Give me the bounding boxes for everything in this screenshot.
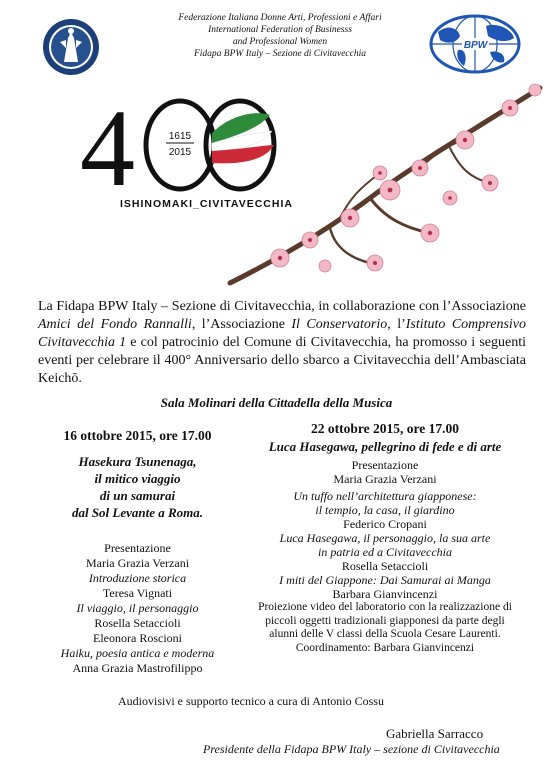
right-pres-label: Presentazione	[351, 458, 419, 472]
header-line-2: International Federation of Businesss	[208, 25, 352, 35]
right-proj-line-1: Proiezione video del laboratorio con la realizzazione di	[258, 601, 512, 613]
right-miti-name: Barbara Gianvincenzi	[332, 587, 438, 601]
left-haiku-name: Anna Grazia Mastrofilippo	[72, 661, 203, 675]
banner-year-bottom: 2015	[168, 147, 192, 158]
left-intro-name: Teresa Vignati	[102, 586, 173, 600]
right-luca-label-1: Luca Hasegawa, il personaggio, la sua arte	[279, 531, 491, 545]
right-pres-name: Maria Grazia Verzani	[333, 472, 437, 486]
right-proj-line-2: piccoli oggetti tradizionali giapponesi da parte degli	[265, 614, 505, 627]
left-event-title-1: Hasekura Tsunenaga,	[78, 454, 197, 469]
right-luca-name: Rosella Setaccioli	[341, 559, 429, 573]
intro-text-1: La Fidapa BPW Italy – Sezione di Civitavecchia, in collaborazione con l’Associazione	[38, 299, 526, 314]
intro-text-4: e col patrocinio del Comune di Civitavecchia, ha promosso i seguenti eventi per celebrare il 400° Anniversario dello sbarco a Civitavecchia dell’Ambasciata Keichō.	[38, 335, 526, 386]
intro-text-3: , l’	[387, 317, 406, 332]
left-event-date: 16 ottobre 2015, ore 17.00	[63, 428, 212, 443]
signature-name: Gabriella Sarracco	[386, 726, 484, 741]
intro-amici: Amici del Fondo Rannalli	[38, 317, 192, 332]
header-line-1: Federazione Italiana Donne Arti, Professioni e Affari	[178, 13, 382, 23]
bpw-globe-logo	[428, 14, 523, 74]
banner-number: 4	[80, 87, 135, 209]
right-event-date: 22 ottobre 2015, ore 17.00	[311, 421, 459, 436]
right-event	[240, 420, 530, 655]
fidapa-seal-logo	[42, 18, 100, 76]
right-proj-line-4: Coordinamento: Barbara Gianvincenzi	[295, 641, 475, 654]
left-event-title-3: di un samurai	[99, 488, 176, 503]
intro-text-2: , l’Associazione	[191, 317, 292, 332]
right-tuffo-label-2: il tempio, la casa, il giardino	[315, 503, 455, 517]
intro-paragraph	[38, 298, 526, 388]
intro-istituto: Istituto Comprensivo Civitavecchia 1	[38, 317, 526, 350]
venue-title: Sala Molinari della Cittadella della Musica	[160, 395, 393, 410]
header-line-4: Fidapa BPW Italy – Sezione di Civitavecchia	[193, 49, 366, 59]
header-line-3: and Professional Women	[232, 37, 328, 47]
banner-caption: ISHINOMAKI_CIVITAVECCHIA	[120, 198, 293, 210]
right-event-title: Luca Hasegawa, pellegrino di fede e di arte	[268, 439, 502, 454]
right-proj-line-3: alunni delle V classi della Scuola Cesare Laurenti.	[269, 628, 501, 640]
right-miti-label: I miti del Giappone: Dai Samurai ai Manga	[279, 573, 491, 587]
banner-year-top: 1615	[168, 131, 192, 142]
signature-role: Presidente della Fidapa BPW Italy – sezione di Civitavecchia	[203, 742, 500, 756]
right-tuffo-label-1: Un tuffo nell’architettura giapponese:	[293, 489, 477, 503]
anniversary-400-logo	[80, 85, 340, 245]
bpw-logo-text: BPW	[463, 40, 488, 51]
left-pres-name: Maria Grazia Verzani	[85, 556, 190, 570]
left-intro-label: Introduzione storica	[88, 571, 187, 585]
left-event-title-4: dal Sol Levante a Roma.	[71, 505, 204, 520]
left-viaggio-name-2: Eleonora Roscioni	[93, 631, 182, 645]
left-pres-label: Presentazione	[104, 541, 171, 555]
left-viaggio-label: Il viaggio, il personaggio	[76, 601, 199, 615]
header-text	[120, 12, 440, 60]
left-event	[15, 427, 260, 676]
intro-conservatorio: Il Conservatorio	[291, 317, 388, 332]
audio-credit: Audiovisivi e supporto tecnico a cura di Antonio Cossu	[118, 694, 384, 708]
right-tuffo-name: Federico Cropani	[343, 517, 427, 531]
left-event-title-2: il mitico viaggio	[94, 471, 181, 486]
left-haiku-label: Haiku, poesia antica e moderna	[60, 646, 215, 660]
right-luca-label-2: in patria ed a Civitavecchia	[318, 545, 452, 559]
left-viaggio-name-1: Rosella Setaccioli	[94, 616, 181, 630]
